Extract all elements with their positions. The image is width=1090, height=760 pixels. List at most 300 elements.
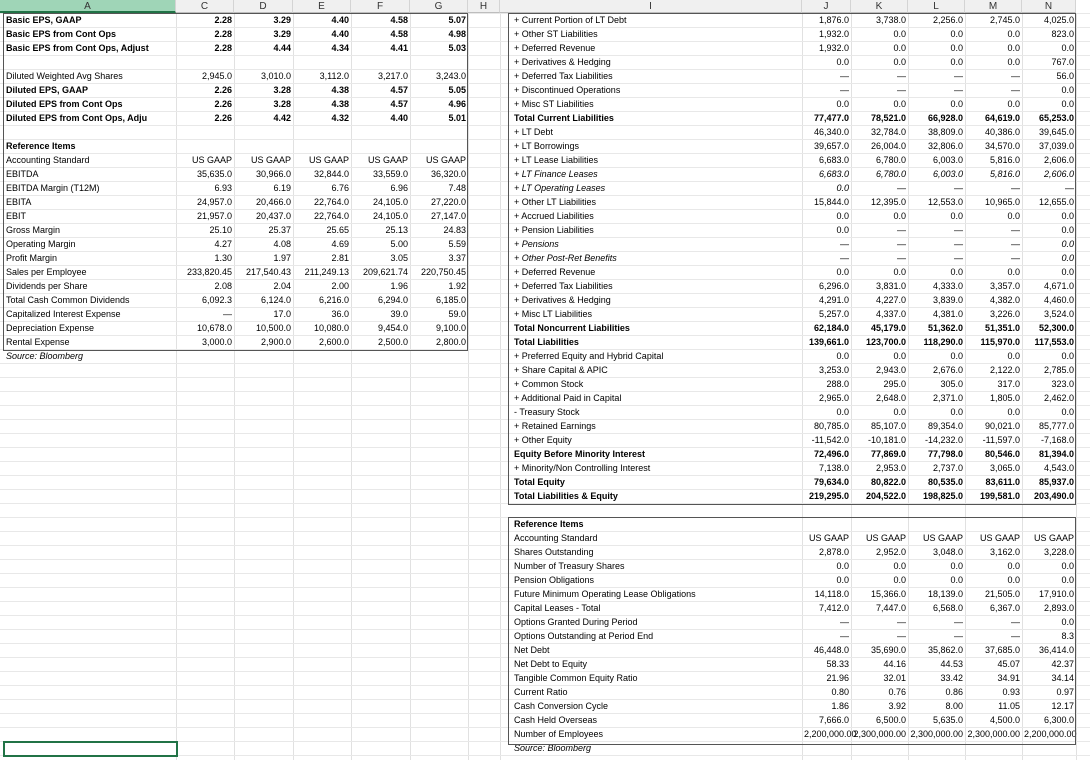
cell-value[interactable]: 198,825.0 (922, 491, 963, 501)
cell-value[interactable]: 6,367.0 (989, 603, 1020, 613)
cell-value[interactable]: 14,118.0 (814, 589, 849, 599)
cell-value[interactable]: 2,953.0 (875, 463, 906, 473)
cell-value[interactable]: 80,785.0 (813, 421, 849, 431)
cell-value[interactable]: 0.0 (893, 43, 906, 53)
cell-value[interactable]: 85,777.0 (1038, 421, 1074, 431)
cell-value[interactable] (908, 741, 965, 755)
cell-value[interactable]: 0.0 (836, 57, 849, 67)
cell-value[interactable]: 2.28 (214, 43, 232, 53)
cell-value[interactable]: 39.0 (390, 309, 408, 319)
cell-value[interactable]: — (897, 617, 906, 627)
column-header-e[interactable]: E (293, 0, 351, 13)
cell-value[interactable] (293, 139, 351, 153)
cell-value[interactable]: 0.0 (1061, 617, 1074, 627)
cell-value[interactable]: 204,522.0 (865, 491, 906, 501)
cell-value[interactable]: 12,655.0 (1038, 197, 1074, 207)
column-header-l[interactable]: L (908, 0, 965, 13)
cell-value[interactable]: 4.42 (273, 113, 291, 123)
cell-value[interactable]: 45,179.0 (870, 323, 906, 333)
cell-value[interactable]: 2.26 (214, 99, 232, 109)
cell-value[interactable]: 4.98 (448, 29, 466, 39)
cell-value[interactable]: 2,943.0 (875, 365, 906, 375)
cell-value[interactable]: 0.0 (950, 57, 963, 67)
cell-value[interactable]: 6,003.0 (932, 169, 963, 179)
cell-value[interactable]: 2,371.0 (932, 393, 963, 403)
cell-value[interactable]: 0.0 (893, 575, 906, 585)
cell-value[interactable]: 0.0 (950, 575, 963, 585)
cell-value[interactable]: 2,965.0 (818, 393, 849, 403)
cell-value[interactable]: 0.0 (1061, 211, 1074, 221)
cell-value[interactable]: 78,521.0 (870, 113, 906, 123)
cell-value[interactable]: 0.0 (1007, 57, 1020, 67)
cell-value[interactable]: 220,750.45 (420, 267, 466, 277)
cell-value[interactable]: 767.0 (1051, 57, 1074, 67)
cell-value[interactable]: — (1011, 71, 1020, 81)
cell-value[interactable]: 4.57 (390, 85, 408, 95)
cell-value[interactable]: 6,124.0 (260, 295, 291, 305)
cell-value[interactable]: -11,597.0 (982, 435, 1020, 445)
cell-value[interactable]: — (223, 309, 232, 319)
cell-value[interactable]: 295.0 (883, 379, 906, 389)
cell-value[interactable]: 3.28 (273, 99, 291, 109)
cell-value[interactable]: 0.0 (1007, 407, 1020, 417)
cell-value[interactable]: 10,080.0 (313, 323, 349, 333)
cell-value[interactable]: 52,300.0 (1038, 323, 1074, 333)
cell-value[interactable] (293, 125, 351, 139)
cell-value[interactable]: 38,809.0 (927, 127, 963, 137)
cell-value[interactable]: 32,844.0 (313, 169, 349, 179)
cell-value[interactable]: 0.0 (893, 561, 906, 571)
cell-value[interactable]: US GAAP (1033, 533, 1074, 543)
cell-value[interactable]: 0.0 (1061, 225, 1074, 235)
cell-value[interactable]: 2.00 (331, 281, 349, 291)
cell-value[interactable]: 36,414.0 (1038, 645, 1074, 655)
cell-value[interactable]: 3.28 (273, 85, 291, 95)
cell-value[interactable]: 3,000.0 (201, 337, 232, 347)
cell-value[interactable]: 42.37 (1051, 659, 1074, 669)
cell-value[interactable]: 35,635.0 (196, 169, 232, 179)
cell-value[interactable]: 1.92 (448, 281, 466, 291)
cell-value[interactable]: 33.42 (940, 673, 963, 683)
cell-value[interactable]: 4.69 (331, 239, 349, 249)
cell-value[interactable]: 0.0 (950, 407, 963, 417)
cell-value[interactable]: 0.0 (836, 211, 849, 221)
cell-value[interactable]: 0.0 (1061, 561, 1074, 571)
cell-value[interactable]: 4.32 (331, 113, 349, 123)
cell-value[interactable]: 4,227.0 (875, 295, 906, 305)
cell-value[interactable]: 6.76 (331, 183, 349, 193)
cell-value[interactable]: — (1065, 183, 1074, 193)
cell-value[interactable]: 203,490.0 (1033, 491, 1074, 501)
cell-value[interactable]: 2,878.0 (818, 547, 849, 557)
cell-value[interactable]: 17.0 (273, 309, 291, 319)
cell-value[interactable]: 3.29 (273, 29, 291, 39)
cell-value[interactable]: 0.0 (836, 575, 849, 585)
cell-value[interactable]: 2.08 (214, 281, 232, 291)
cell-value[interactable]: 3,162.0 (989, 547, 1020, 557)
cell-value[interactable]: -7,168.0 (1040, 435, 1074, 445)
cell-value[interactable]: — (1011, 631, 1020, 641)
cell-value[interactable]: 56.0 (1056, 71, 1074, 81)
cell-value[interactable] (1022, 517, 1076, 531)
cell-value[interactable]: 12,395.0 (870, 197, 906, 207)
cell-value[interactable]: 6,092.3 (201, 295, 232, 305)
cell-value[interactable]: — (840, 85, 849, 95)
cell-value[interactable]: 9,454.0 (377, 323, 408, 333)
cell-value[interactable] (965, 503, 1022, 517)
cell-value[interactable]: 3,738.0 (875, 15, 906, 25)
cell-value[interactable]: 2,122.0 (989, 365, 1020, 375)
cell-value[interactable]: 37,685.0 (984, 645, 1020, 655)
cell-value[interactable]: 3,217.0 (377, 71, 408, 81)
cell-value[interactable]: 3.29 (273, 15, 291, 25)
cell-value[interactable]: -10,181.0 (867, 435, 906, 445)
cell-value[interactable]: 34,570.0 (984, 141, 1020, 151)
cell-value[interactable]: 4,382.0 (989, 295, 1020, 305)
cell-value[interactable]: 11.05 (998, 701, 1020, 711)
column-header-h[interactable]: H (468, 0, 500, 13)
cell-value[interactable]: 4.08 (273, 239, 291, 249)
column-header-c[interactable]: C (176, 0, 234, 13)
cell-value[interactable]: — (954, 85, 963, 95)
cell-value[interactable]: 5.01 (448, 113, 466, 123)
cell-value[interactable]: 83,611.0 (985, 477, 1020, 487)
cell-value[interactable] (851, 741, 908, 755)
cell-value[interactable]: 211,249.13 (304, 267, 349, 277)
cell-value[interactable]: 72,496.0 (813, 449, 849, 459)
cell-value[interactable]: 217,540.43 (245, 267, 291, 277)
cell-value[interactable]: 0.0 (836, 561, 849, 571)
cell-value[interactable] (410, 349, 468, 363)
cell-value[interactable]: — (840, 239, 849, 249)
cell-value[interactable]: 21,505.0 (984, 589, 1020, 599)
cell-value[interactable]: 1.97 (273, 253, 291, 263)
cell-value[interactable]: 34.14 (1051, 673, 1074, 683)
cell-value[interactable]: 2,737.0 (932, 463, 963, 473)
cell-value[interactable]: 4.40 (331, 15, 349, 25)
cell-value[interactable]: 1,932.0 (818, 43, 849, 53)
cell-value[interactable]: 26,004.0 (870, 141, 906, 151)
cell-value[interactable] (1022, 503, 1076, 517)
cell-value[interactable]: 35,862.0 (927, 645, 963, 655)
cell-value[interactable] (802, 741, 851, 755)
cell-value[interactable]: — (897, 631, 906, 641)
cell-value[interactable]: 24,105.0 (372, 197, 408, 207)
cell-value[interactable]: — (954, 239, 963, 249)
cell-value[interactable]: 7,447.0 (875, 603, 906, 613)
cell-value[interactable]: 5.05 (448, 85, 466, 95)
cell-value[interactable]: 7.48 (448, 183, 466, 193)
cell-value[interactable]: 27,147.0 (430, 211, 466, 221)
cell-value[interactable]: 115,970.0 (980, 337, 1020, 347)
cell-value[interactable]: 3,065.0 (989, 463, 1020, 473)
cell-value[interactable]: 79,634.0 (813, 477, 849, 487)
cell-value[interactable]: 7,138.0 (818, 463, 849, 473)
cell-value[interactable]: — (954, 71, 963, 81)
cell-value[interactable]: 5.07 (448, 15, 466, 25)
cell-value[interactable]: 3.37 (448, 253, 466, 263)
cell-value[interactable]: 65,253.0 (1038, 113, 1074, 123)
cell-value[interactable]: 8.00 (945, 701, 963, 711)
cell-value[interactable]: 0.0 (836, 183, 849, 193)
cell-value[interactable] (351, 349, 410, 363)
cell-value[interactable]: 6.93 (214, 183, 232, 193)
cell-value[interactable]: 1,805.0 (989, 393, 1020, 403)
cell-value[interactable]: 6,216.0 (318, 295, 349, 305)
cell-value[interactable]: 27,220.0 (430, 197, 466, 207)
cell-value[interactable] (1022, 741, 1076, 755)
cell-value[interactable]: 4,291.0 (818, 295, 849, 305)
cell-value[interactable]: 80,535.0 (927, 477, 963, 487)
cell-value[interactable] (176, 55, 234, 69)
cell-value[interactable]: 0.0 (1061, 99, 1074, 109)
cell-value[interactable]: 20,437.0 (255, 211, 291, 221)
cell-value[interactable]: 2.28 (214, 29, 232, 39)
cell-value[interactable]: 219,295.0 (808, 491, 849, 501)
cell-value[interactable]: 5,257.0 (818, 309, 849, 319)
cell-value[interactable]: 6,780.0 (875, 169, 906, 179)
cell-value[interactable]: 66,928.0 (927, 113, 963, 123)
cell-value[interactable]: 3,524.0 (1043, 309, 1074, 319)
cell-value[interactable]: 0.97 (1056, 687, 1074, 697)
cell-value[interactable]: — (897, 253, 906, 263)
column-header-j[interactable]: J (802, 0, 851, 13)
cell-value[interactable]: 123,700.0 (865, 337, 906, 347)
cell-value[interactable]: 5,635.0 (932, 715, 963, 725)
cell-value[interactable] (351, 139, 410, 153)
cell-value[interactable]: — (897, 225, 906, 235)
cell-value[interactable]: — (897, 71, 906, 81)
cell-value[interactable]: — (1011, 85, 1020, 95)
cell-value[interactable]: 1,876.0 (818, 15, 849, 25)
cell-value[interactable]: — (840, 253, 849, 263)
cell-value[interactable] (234, 349, 293, 363)
cell-value[interactable]: 25.65 (326, 225, 349, 235)
cell-value[interactable]: 4,337.0 (875, 309, 906, 319)
cell-value[interactable]: US GAAP (979, 533, 1020, 543)
cell-value[interactable]: 33,559.0 (372, 169, 408, 179)
cell-value[interactable]: US GAAP (191, 155, 232, 165)
cell-value[interactable]: 3,243.0 (435, 71, 466, 81)
cell-value[interactable]: 4,381.0 (932, 309, 963, 319)
cell-value[interactable]: 0.0 (1061, 43, 1074, 53)
cell-value[interactable]: -14,232.0 (924, 435, 963, 445)
cell-value[interactable]: 2,600.0 (318, 337, 349, 347)
cell-value[interactable]: 36,320.0 (430, 169, 466, 179)
cell-value[interactable]: — (840, 617, 849, 627)
cell-value[interactable]: 0.93 (1002, 687, 1020, 697)
cell-value[interactable]: 4,460.0 (1043, 295, 1074, 305)
cell-value[interactable]: 3,228.0 (1043, 547, 1074, 557)
cell-value[interactable]: 4.96 (448, 99, 466, 109)
cell-value[interactable]: 21,957.0 (196, 211, 232, 221)
cell-value[interactable]: 0.0 (1007, 29, 1020, 39)
cell-value[interactable]: 823.0 (1051, 29, 1074, 39)
cell-value[interactable]: 6,780.0 (875, 155, 906, 165)
cell-value[interactable]: 0.0 (950, 561, 963, 571)
cell-value[interactable]: US GAAP (308, 155, 349, 165)
cell-value[interactable]: 32,784.0 (870, 127, 906, 137)
cell-value[interactable]: 51,362.0 (927, 323, 963, 333)
cell-value[interactable]: — (1011, 225, 1020, 235)
cell-value[interactable]: 3,357.0 (989, 281, 1020, 291)
cell-value[interactable]: 18,139.0 (927, 589, 963, 599)
cell-value[interactable]: 77,798.0 (927, 449, 963, 459)
cell-value[interactable]: 0.0 (1007, 99, 1020, 109)
cell-value[interactable]: 4,025.0 (1043, 15, 1074, 25)
cell-value[interactable]: 10,678.0 (196, 323, 232, 333)
cell-value[interactable]: 0.0 (893, 99, 906, 109)
cell-value[interactable]: 6,683.0 (818, 169, 849, 179)
cell-value[interactable]: — (897, 85, 906, 95)
cell-value[interactable]: 85,937.0 (1038, 477, 1074, 487)
cell-value[interactable]: 2,606.0 (1043, 169, 1074, 179)
cell-value[interactable]: 36.0 (331, 309, 349, 319)
cell-value[interactable]: 323.0 (1051, 379, 1074, 389)
cell-value[interactable]: 4.57 (390, 99, 408, 109)
cell-value[interactable]: 77,869.0 (870, 449, 906, 459)
cell-value[interactable]: 3,839.0 (932, 295, 963, 305)
cell-value[interactable]: 4.34 (331, 43, 349, 53)
column-header-k[interactable]: K (851, 0, 908, 13)
cell-value[interactable] (965, 517, 1022, 531)
cell-value[interactable]: 6.19 (273, 183, 291, 193)
cell-value[interactable]: 0.0 (893, 57, 906, 67)
cell-value[interactable]: 45.07 (997, 659, 1020, 669)
cell-value[interactable]: 24,105.0 (372, 211, 408, 221)
cell-value[interactable]: 4.27 (214, 239, 232, 249)
cell-value[interactable]: 64,619.0 (984, 113, 1020, 123)
cell-value[interactable]: US GAAP (922, 533, 963, 543)
cell-value[interactable]: — (897, 239, 906, 249)
cell-value[interactable]: 77,477.0 (813, 113, 849, 123)
cell-value[interactable]: 2.81 (331, 253, 349, 263)
cell-value[interactable]: 4.58 (390, 15, 408, 25)
cell-value[interactable]: 305.0 (940, 379, 963, 389)
cell-value[interactable]: 58.33 (826, 659, 849, 669)
cell-value[interactable]: 8.3 (1061, 631, 1074, 641)
cell-value[interactable]: 3.05 (390, 253, 408, 263)
cell-value[interactable]: 32.01 (883, 673, 906, 683)
cell-value[interactable]: 1.30 (214, 253, 232, 263)
cell-value[interactable]: 6,003.0 (932, 155, 963, 165)
cell-value[interactable]: US GAAP (250, 155, 291, 165)
cell-value[interactable]: 0.0 (836, 225, 849, 235)
cell-value[interactable]: 24.83 (443, 225, 466, 235)
cell-value[interactable]: 0.0 (893, 407, 906, 417)
cell-value[interactable]: 0.0 (1061, 239, 1074, 249)
cell-value[interactable]: 5.00 (390, 239, 408, 249)
cell-value[interactable]: 10,965.0 (984, 197, 1020, 207)
cell-value[interactable]: 24,957.0 (196, 197, 232, 207)
cell-value[interactable]: — (1011, 617, 1020, 627)
cell-value[interactable]: 0.0 (1061, 267, 1074, 277)
cell-value[interactable]: US GAAP (865, 533, 906, 543)
cell-value[interactable]: 209,621.74 (362, 267, 408, 277)
cell-value[interactable] (410, 139, 468, 153)
cell-value[interactable]: 0.0 (1061, 85, 1074, 95)
cell-value[interactable]: 0.0 (950, 267, 963, 277)
cell-value[interactable]: 288.0 (826, 379, 849, 389)
cell-value[interactable]: 0.0 (1007, 351, 1020, 361)
cell-value[interactable]: 22,764.0 (313, 197, 349, 207)
cell-value[interactable]: 2,800.0 (435, 337, 466, 347)
cell-value[interactable]: 3,010.0 (260, 71, 291, 81)
cell-value[interactable]: 0.0 (1007, 211, 1020, 221)
cell-value[interactable]: 39,657.0 (813, 141, 849, 151)
cell-value[interactable]: 6,294.0 (377, 295, 408, 305)
cell-value[interactable] (234, 125, 293, 139)
cell-value[interactable]: 0.0 (1061, 407, 1074, 417)
cell-value[interactable]: 25.10 (209, 225, 232, 235)
cell-value[interactable]: — (840, 631, 849, 641)
cell-value[interactable]: 0.0 (1061, 351, 1074, 361)
cell-value[interactable]: 35,690.0 (870, 645, 906, 655)
cell-value[interactable]: 39,645.0 (1038, 127, 1074, 137)
column-header-a[interactable]: A (0, 0, 176, 13)
cell-value[interactable]: 0.0 (836, 267, 849, 277)
cell-value[interactable]: 25.37 (268, 225, 291, 235)
cell-value[interactable]: — (954, 617, 963, 627)
cell-value[interactable]: 2,676.0 (932, 365, 963, 375)
cell-value[interactable]: 6,185.0 (435, 295, 466, 305)
cell-value[interactable]: 0.76 (888, 687, 906, 697)
cell-value[interactable]: 1,932.0 (818, 29, 849, 39)
cell-value[interactable]: 37,039.0 (1038, 141, 1074, 151)
cell-value[interactable]: 32,806.0 (927, 141, 963, 151)
cell-value[interactable]: 2.28 (214, 15, 232, 25)
column-header-f[interactable]: F (351, 0, 410, 13)
cell-value[interactable]: — (954, 225, 963, 235)
cell-value[interactable]: 3.92 (888, 701, 906, 711)
cell-value[interactable]: 0.0 (950, 99, 963, 109)
cell-value[interactable]: 0.0 (1007, 575, 1020, 585)
cell-value[interactable]: 80,546.0 (984, 449, 1020, 459)
cell-value[interactable]: 2,200,000.00 (804, 729, 857, 739)
cell-value[interactable]: 2,785.0 (1043, 365, 1074, 375)
cell-value[interactable]: 4.58 (390, 29, 408, 39)
cell-value[interactable]: 2.04 (273, 281, 291, 291)
cell-value[interactable]: 51,351.0 (984, 323, 1020, 333)
cell-value[interactable]: 2,500.0 (377, 337, 408, 347)
cell-value[interactable]: 17,910.0 (1038, 589, 1074, 599)
column-header-m[interactable]: M (965, 0, 1022, 13)
cell-value[interactable]: 9,100.0 (435, 323, 466, 333)
cell-value[interactable]: 4.41 (390, 43, 408, 53)
cell-value[interactable]: 6.96 (390, 183, 408, 193)
cell-value[interactable]: 0.0 (1007, 267, 1020, 277)
cell-value[interactable]: 34.91 (997, 673, 1020, 683)
cell-value[interactable]: 2,900.0 (260, 337, 291, 347)
cell-value[interactable]: 3,226.0 (989, 309, 1020, 319)
cell-value[interactable]: 5,816.0 (989, 169, 1020, 179)
cell-value[interactable]: 4,500.0 (989, 715, 1020, 725)
cell-value[interactable]: 0.80 (831, 687, 849, 697)
cell-value[interactable] (851, 517, 908, 531)
cell-value[interactable]: — (954, 183, 963, 193)
cell-value[interactable] (802, 517, 851, 531)
cell-value[interactable] (802, 503, 851, 517)
cell-value[interactable]: 2.26 (214, 85, 232, 95)
cell-value[interactable] (410, 55, 468, 69)
cell-value[interactable]: 6,568.0 (932, 603, 963, 613)
cell-value[interactable]: 0.0 (836, 407, 849, 417)
cell-value[interactable] (176, 125, 234, 139)
cell-value[interactable]: 12,553.0 (927, 197, 963, 207)
cell-value[interactable]: 2,606.0 (1043, 155, 1074, 165)
cell-value[interactable]: 80,822.0 (870, 477, 906, 487)
cell-value[interactable]: 2,200,000.00 (1024, 729, 1077, 739)
